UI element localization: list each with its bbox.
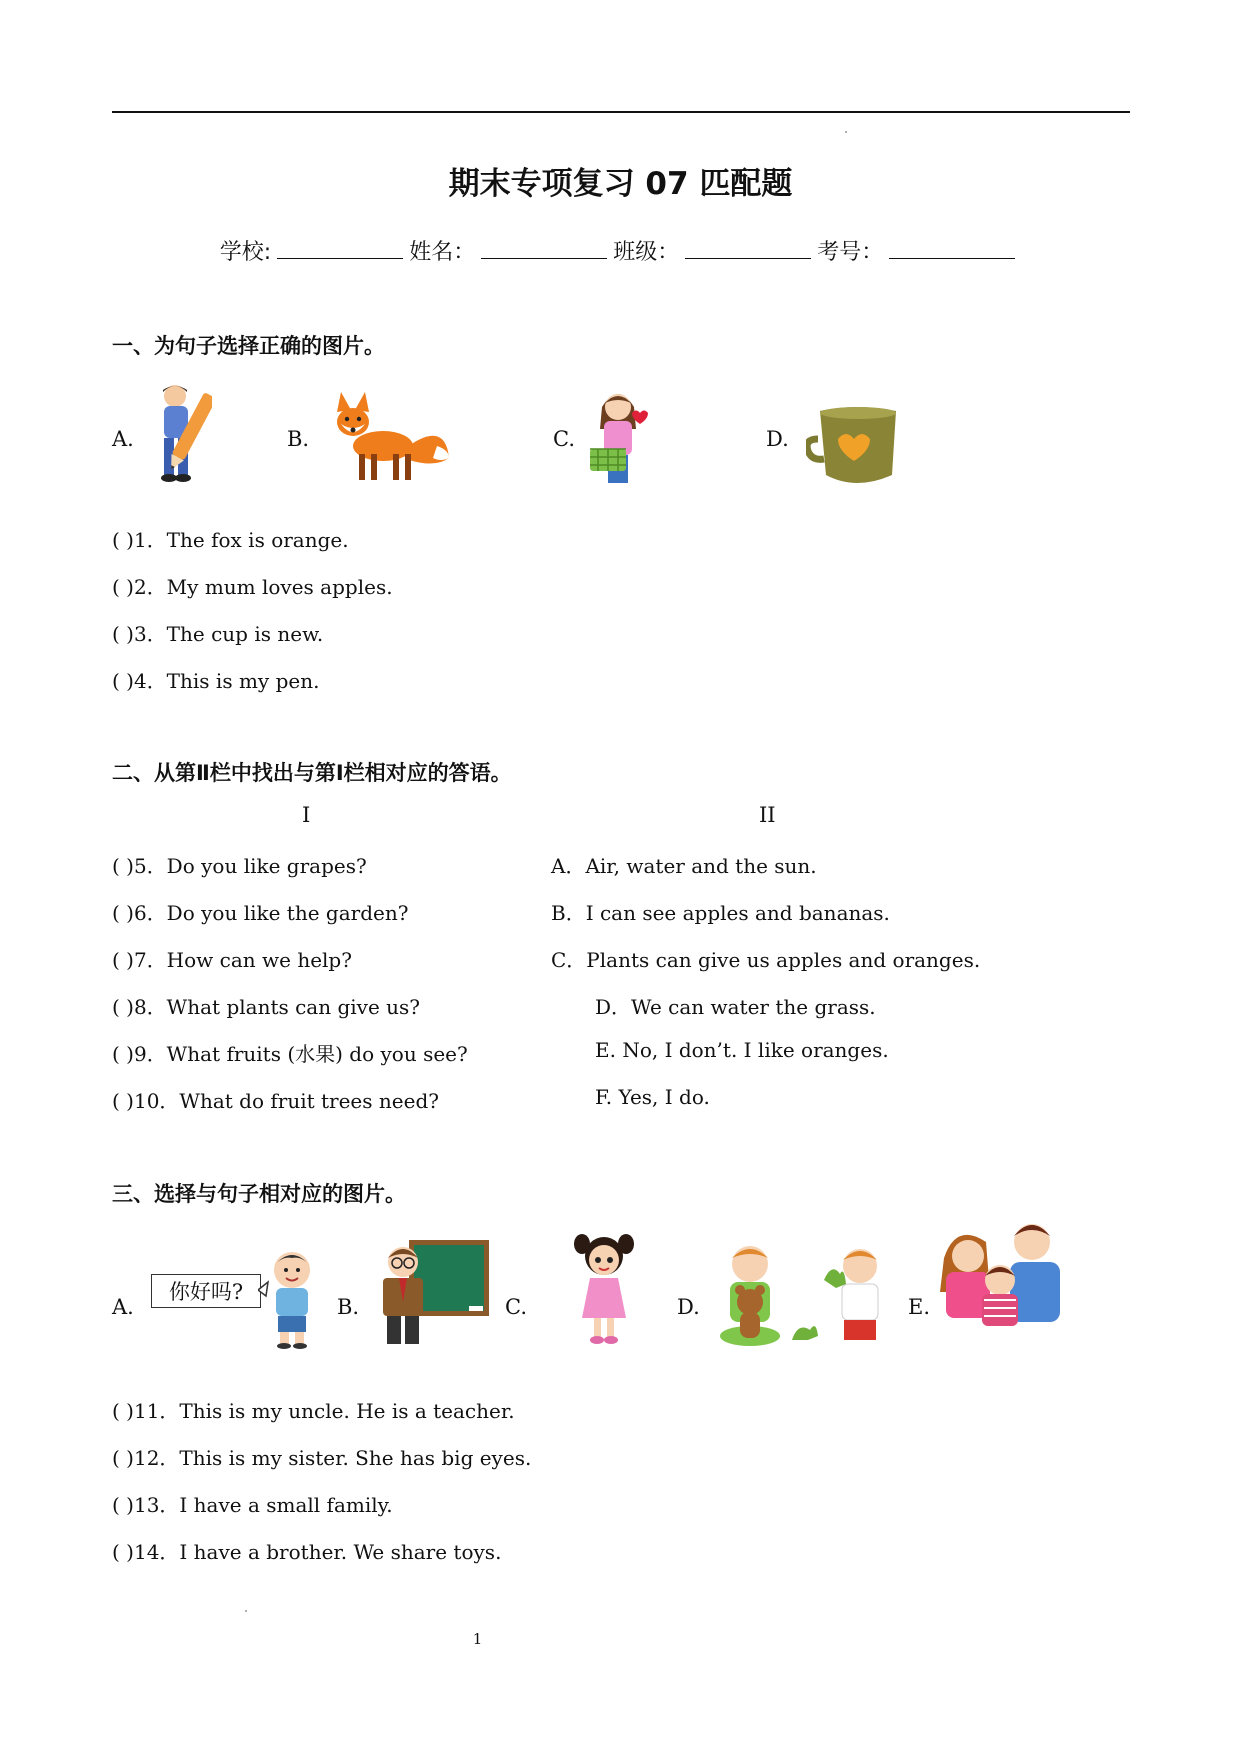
s2-question-6: ( )6．Do you like the garden?	[112, 901, 409, 925]
speech-bubble: 你好吗?	[151, 1274, 261, 1308]
s1-option-b-label: B.	[287, 427, 310, 451]
number-blank[interactable]	[889, 238, 1015, 259]
s3-option-e-label: E.	[908, 1295, 931, 1319]
name-label: 姓名：	[409, 240, 476, 265]
s1-option-d-label: D.	[766, 427, 789, 451]
s3-item-12: ( )12．This is my sister. She has big eyes.	[112, 1446, 532, 1470]
s3-option-b-label: B.	[337, 1295, 360, 1319]
number-label: 考号：	[817, 240, 884, 265]
fox-icon	[325, 388, 453, 484]
decor-dot	[845, 131, 847, 133]
decor-dot-footer	[245, 1610, 247, 1612]
s2-answer-b: B．I can see apples and bananas.	[551, 901, 890, 925]
s2-question-9: ( )9．What fruits (水果) do you see?	[112, 1042, 468, 1066]
cup-icon	[806, 405, 902, 487]
class-blank[interactable]	[685, 238, 811, 259]
class-label: 班级：	[613, 240, 680, 265]
teacher-at-blackboard-icon	[373, 1238, 491, 1350]
s3-option-a-label: A.	[112, 1295, 134, 1319]
s1-item-2: ( )2．My mum loves apples.	[112, 575, 393, 599]
section3-heading: 三、选择与句子相对应的图片。	[112, 1182, 406, 1206]
boy-saying-hello-icon	[258, 1246, 324, 1350]
school-blank[interactable]	[277, 238, 403, 259]
s1-item-1: ( )1．The fox is orange.	[112, 528, 349, 552]
girl-with-basket-icon	[588, 385, 660, 489]
small-family-icon	[936, 1212, 1070, 1336]
s2-answer-a: A．Air, water and the sun.	[551, 854, 817, 878]
section1-heading: 一、为句子选择正确的图片。	[112, 334, 385, 358]
school-label: 学校:	[219, 240, 272, 265]
s2-answer-c: C．Plants can give us apples and oranges.	[551, 948, 981, 972]
s2-question-10: ( )10．What do fruit trees need?	[112, 1089, 439, 1113]
s3-option-d-label: D.	[677, 1295, 700, 1319]
section2-heading: 二、从第Ⅱ栏中找出与第Ⅰ栏相对应的答语。	[112, 761, 512, 785]
column-1-heading: I	[302, 803, 311, 827]
boy-holding-pen-icon	[150, 382, 212, 484]
s3-item-13: ( )13．I have a small family.	[112, 1493, 393, 1517]
brothers-sharing-toys-icon	[714, 1240, 900, 1352]
s3-item-11: ( )11．This is my uncle. He is a teacher.	[112, 1399, 515, 1423]
s1-option-c-label: C.	[553, 427, 575, 451]
page-title: 期末专项复习 07 匹配题	[448, 166, 793, 202]
name-blank[interactable]	[481, 238, 607, 259]
s2-question-8: ( )8．What plants can give us?	[112, 995, 421, 1019]
s2-answer-f: F. Yes, I do.	[595, 1085, 710, 1109]
header-rule	[112, 111, 1130, 113]
page-number: 1	[472, 1630, 483, 1648]
s3-option-c-label: C.	[505, 1295, 527, 1319]
s2-answer-e: E. No, I don’t. I like oranges.	[595, 1038, 889, 1062]
s3-item-14: ( )14．I have a brother. We share toys.	[112, 1540, 502, 1564]
girl-big-eyes-icon	[568, 1230, 640, 1350]
s2-question-7: ( )7．How can we help?	[112, 948, 352, 972]
s1-option-a-label: A.	[112, 427, 134, 451]
s2-answer-d: D．We can water the grass.	[595, 995, 876, 1019]
column-2-heading: II	[759, 803, 776, 827]
s1-item-3: ( )3．The cup is new.	[112, 622, 324, 646]
student-info-line	[0, 235, 1241, 266]
s1-item-4: ( )4．This is my pen.	[112, 669, 320, 693]
s2-question-5: ( )5．Do you like grapes?	[112, 854, 367, 878]
